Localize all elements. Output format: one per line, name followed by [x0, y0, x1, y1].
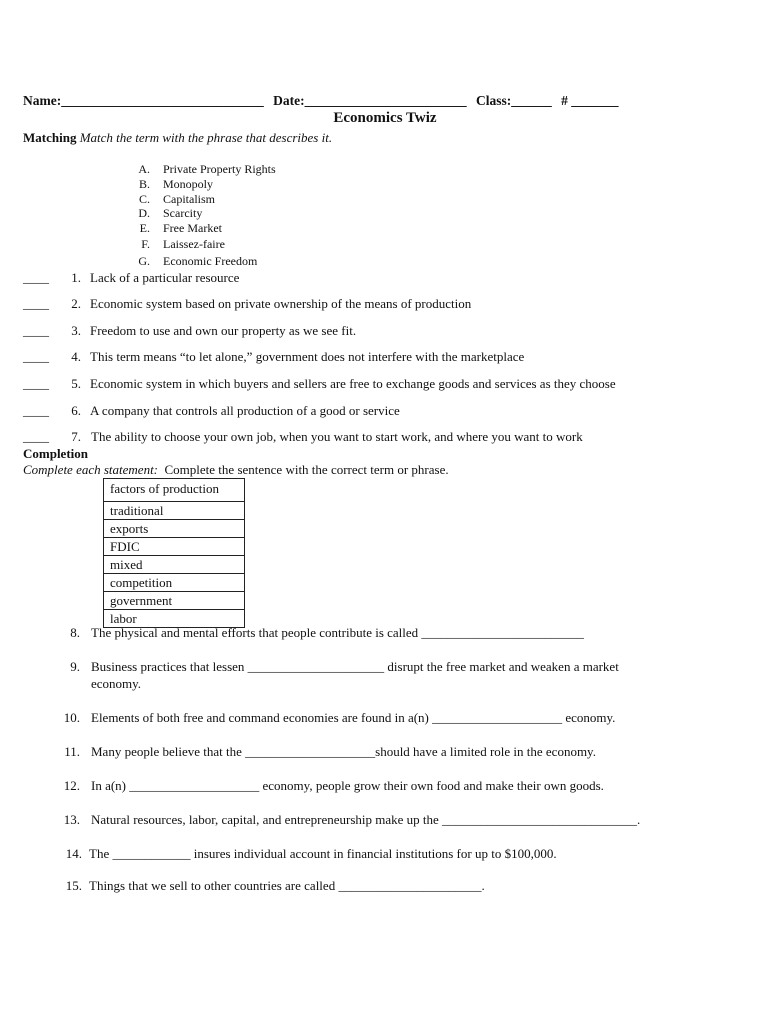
word-bank-item: mixed: [104, 556, 244, 574]
word-bank-item: competition: [104, 574, 244, 592]
question-number: 15.: [65, 878, 82, 893]
option-letter: F.: [141, 237, 150, 251]
question-text: Economic system in which buyers and sellers are free to exchange goods and services as they choose: [90, 376, 616, 391]
word-bank-item: government: [104, 592, 244, 610]
question-number: 2.: [71, 296, 81, 311]
question-text: The ability to choose your own job, when you want to start work, and where you want to work: [91, 429, 583, 444]
matching-instruction-line: [23, 130, 332, 146]
word-bank-table: [103, 478, 245, 628]
question-number: 8.: [70, 625, 80, 640]
question-text: Economic system based on private ownership of the means of production: [90, 296, 472, 311]
question-number: 9.: [70, 659, 80, 674]
matching-heading: Matching: [23, 130, 77, 145]
matching-instruction: Match the term with the phrase that describes it.: [79, 130, 333, 145]
header-fields: [23, 93, 624, 109]
number-field-label: # _______: [561, 93, 619, 108]
question-number: 1.: [71, 270, 81, 285]
option-letter: A.: [138, 162, 150, 176]
answer-blank[interactable]: ____: [23, 429, 49, 444]
option-letter: E.: [139, 221, 150, 235]
question-number: 3.: [71, 323, 81, 338]
option-term: Private Property Rights: [163, 162, 276, 176]
answer-blank[interactable]: ____: [23, 296, 49, 311]
word-bank-item: exports: [104, 520, 244, 538]
question-text: Lack of a particular resource: [90, 270, 240, 285]
question-text[interactable]: Many people believe that the ____________________should have a limited role in the economy.: [91, 744, 596, 759]
option-letter: C.: [138, 192, 150, 206]
completion-heading: Completion: [23, 446, 88, 461]
completion-instruction: Complete the sentence with the correct term or phrase.: [164, 462, 449, 477]
class-field-label: Class:______: [475, 93, 552, 108]
option-term: Monopoly: [163, 177, 214, 191]
answer-blank[interactable]: ____: [23, 349, 49, 364]
question-number: 7.: [71, 429, 81, 444]
question-text: Freedom to use and own our property as we see fit.: [90, 323, 357, 338]
question-text[interactable]: Natural resources, labor, capital, and entrepreneurship make up the ______________________________.: [91, 812, 641, 827]
option-letter: D.: [138, 206, 150, 220]
date-field-label: Date:________________________: [273, 93, 467, 108]
word-bank-item: traditional: [104, 502, 244, 520]
name-field-label: Name:______________________________: [23, 93, 264, 108]
question-number: 14.: [65, 846, 82, 861]
question-text: A company that controls all production of a good or service: [90, 403, 400, 418]
option-letter: G.: [138, 254, 150, 268]
answer-blank[interactable]: ____: [23, 403, 49, 418]
question-text[interactable]: Business practices that lessen _____________________ disrupt the free market and weaken a market economy.: [91, 659, 619, 691]
word-bank-item: labor: [104, 610, 244, 628]
question-number: 5.: [71, 376, 81, 391]
question-number: 6.: [71, 403, 81, 418]
question-text[interactable]: Elements of both free and command economies are found in a(n) ____________________ economy.: [91, 710, 616, 725]
completion-instruction-italic: Complete each statement:: [23, 462, 159, 477]
word-bank-item: FDIC: [104, 538, 244, 556]
option-term: Economic Freedom: [163, 254, 258, 268]
answer-blank[interactable]: ____: [23, 323, 49, 338]
question-text[interactable]: In a(n) ____________________ economy, people grow their own food and make their own goods.: [91, 778, 604, 793]
question-number: 12.: [63, 778, 80, 793]
option-term: Capitalism: [163, 192, 215, 206]
question-text[interactable]: The ____________ insures individual account in financial institutions for up to $100,000.: [89, 846, 557, 861]
completion-instruction-line: [23, 462, 449, 478]
option-term: Free Market: [163, 221, 222, 235]
option-term: Laissez-faire: [163, 237, 225, 251]
option-letter: B.: [138, 177, 150, 191]
question-text[interactable]: The physical and mental efforts that people contribute is called _________________________: [91, 625, 584, 640]
option-term: Scarcity: [163, 206, 203, 220]
page-title: Economics Twiz: [333, 110, 437, 126]
question-number: 10.: [63, 710, 80, 725]
question-number: 11.: [64, 744, 80, 759]
word-bank-item: factors of production: [104, 479, 244, 502]
question-text[interactable]: Things that we sell to other countries are called ______________________.: [89, 878, 485, 893]
question-number: 4.: [71, 349, 81, 364]
answer-blank[interactable]: ____: [23, 270, 49, 285]
answer-blank[interactable]: ____: [23, 376, 49, 391]
question-text: This term means “to let alone,” government does not interfere with the marketplace: [90, 349, 525, 364]
question-number: 13.: [63, 812, 80, 827]
